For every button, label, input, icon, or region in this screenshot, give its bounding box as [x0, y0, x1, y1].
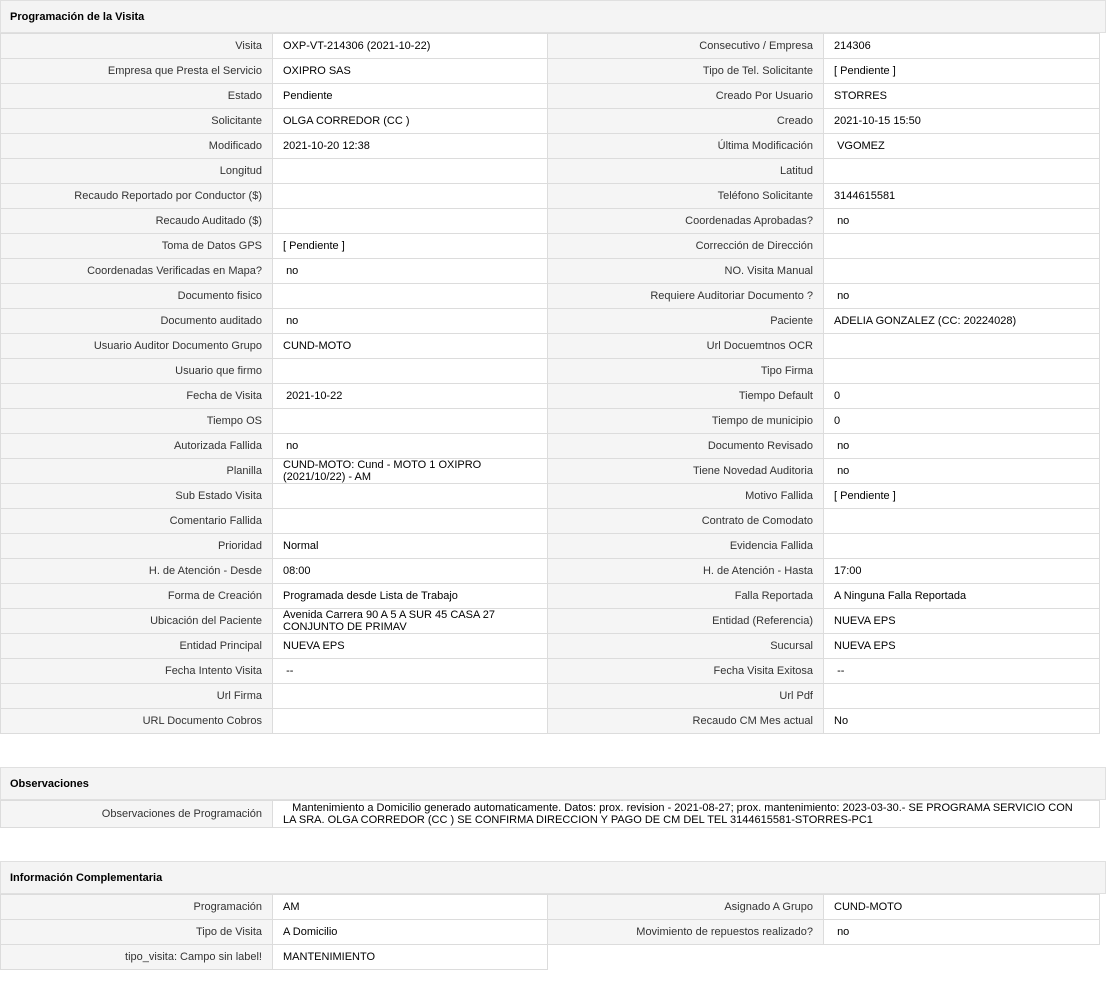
field-label: Latitud [548, 159, 824, 184]
field-label: Asignado A Grupo [548, 895, 824, 920]
field-label: Tiene Novedad Auditoria [548, 459, 824, 484]
section-title-observaciones: Observaciones [10, 777, 89, 790]
field-value: 2021-10-20 12:38 [273, 134, 548, 159]
table-row [1, 184, 1100, 209]
field-value [273, 284, 548, 309]
field-value: Mantenimiento a Domicilio generado automaticamente. Datos: prox. revision - 2021-08-27; prox. mantenimiento: 2023-03-30.- SE PROGRAMA SERVICIO CON LA SRA. OLGA CORREDOR (CC ) SE CONFIRMA DIRECCION Y PAGO DE CM DEL TEL 3144615581-STORRES-PC1 [273, 801, 1100, 828]
table-row [1, 234, 1100, 259]
table-row [1, 384, 1100, 409]
field-label: Fecha Visita Exitosa [548, 659, 824, 684]
field-value: -- [824, 659, 1100, 684]
field-label: Observaciones de Programación [1, 801, 273, 828]
field-label: Forma de Creación [1, 584, 273, 609]
field-label: Entidad Principal [1, 634, 273, 659]
table-row [1, 659, 1100, 684]
programacion-table [0, 33, 1100, 734]
field-label: Fecha Intento Visita [1, 659, 273, 684]
field-value: 2021-10-22 [273, 384, 548, 409]
field-label: Coordenadas Aprobadas? [548, 209, 824, 234]
field-label: Corrección de Dirección [548, 234, 824, 259]
field-label: tipo_visita: Campo sin label! [1, 945, 273, 970]
table-row [1, 209, 1100, 234]
table-row [1, 534, 1100, 559]
field-label: Paciente [548, 309, 824, 334]
table-row [1, 609, 1100, 634]
table-row [1, 895, 1100, 920]
field-value: no [273, 309, 548, 334]
field-value [273, 509, 548, 534]
field-value: no [273, 434, 548, 459]
field-value: Normal [273, 534, 548, 559]
field-value: no [824, 284, 1100, 309]
field-value: 0 [824, 409, 1100, 434]
field-value: OXIPRO SAS [273, 59, 548, 84]
field-label: Tiempo Default [548, 384, 824, 409]
field-label: URL Documento Cobros [1, 709, 273, 734]
field-value [824, 534, 1100, 559]
table-row [1, 920, 1100, 945]
table-row [1, 801, 1100, 828]
field-label: NO. Visita Manual [548, 259, 824, 284]
field-value: CUND-MOTO [824, 895, 1100, 920]
field-value: [ Pendiente ] [824, 484, 1100, 509]
field-value: Avenida Carrera 90 A 5 A SUR 45 CASA 27 CONJUNTO DE PRIMAV [273, 609, 548, 634]
field-label: Estado [1, 84, 273, 109]
field-label: Fecha de Visita [1, 384, 273, 409]
field-label: Creado [548, 109, 824, 134]
section-title-complementaria: Información Complementaria [10, 871, 163, 884]
field-value: A Domicilio [273, 920, 548, 945]
field-label: Ubicación del Paciente [1, 609, 273, 634]
field-value: 3144615581 [824, 184, 1100, 209]
field-value: 17:00 [824, 559, 1100, 584]
section-header-observaciones [0, 767, 1106, 800]
empty-cell [824, 945, 1100, 970]
field-label: Contrato de Comodato [548, 509, 824, 534]
field-label: Longitud [1, 159, 273, 184]
field-label: Tipo de Visita [1, 920, 273, 945]
empty-cell [548, 945, 824, 970]
field-value [273, 359, 548, 384]
table-row [1, 709, 1100, 734]
table-row [1, 584, 1100, 609]
field-value: no [824, 459, 1100, 484]
field-label: Visita [1, 34, 273, 59]
field-label: Requiere Auditoriar Documento ? [548, 284, 824, 309]
field-value [273, 484, 548, 509]
field-value: 214306 [824, 34, 1100, 59]
field-value: STORRES [824, 84, 1100, 109]
table-row [1, 59, 1100, 84]
field-value: A Ninguna Falla Reportada [824, 584, 1100, 609]
field-value [824, 259, 1100, 284]
field-value: NUEVA EPS [824, 609, 1100, 634]
table-row [1, 284, 1100, 309]
field-value [273, 409, 548, 434]
field-label: Documento Revisado [548, 434, 824, 459]
field-label: Consecutivo / Empresa [548, 34, 824, 59]
field-label: Toma de Datos GPS [1, 234, 273, 259]
table-row [1, 434, 1100, 459]
table-row [1, 409, 1100, 434]
field-label: Documento fisico [1, 284, 273, 309]
field-label: Documento auditado [1, 309, 273, 334]
field-label: Entidad (Referencia) [548, 609, 824, 634]
field-label: Solicitante [1, 109, 273, 134]
field-label: Movimiento de repuestos realizado? [548, 920, 824, 945]
section-header-complementaria [0, 861, 1106, 894]
field-label: Última Modificación [548, 134, 824, 159]
field-value: -- [273, 659, 548, 684]
field-value: 08:00 [273, 559, 548, 584]
field-label: Usuario que firmo [1, 359, 273, 384]
field-label: H. de Atención - Hasta [548, 559, 824, 584]
field-value: no [824, 209, 1100, 234]
field-value: 2021-10-15 15:50 [824, 109, 1100, 134]
field-value: Pendiente [273, 84, 548, 109]
field-label: Coordenadas Verificadas en Mapa? [1, 259, 273, 284]
field-label: Tiempo de municipio [548, 409, 824, 434]
field-label: Tipo Firma [548, 359, 824, 384]
field-label: Evidencia Fallida [548, 534, 824, 559]
table-row [1, 509, 1100, 534]
field-value: Programada desde Lista de Trabajo [273, 584, 548, 609]
field-value [273, 184, 548, 209]
field-value: no [273, 259, 548, 284]
field-label: Tipo de Tel. Solicitante [548, 59, 824, 84]
table-row [1, 334, 1100, 359]
field-label: Recaudo Auditado ($) [1, 209, 273, 234]
field-value: [ Pendiente ] [273, 234, 548, 259]
field-label: Url Pdf [548, 684, 824, 709]
field-label: Recaudo CM Mes actual [548, 709, 824, 734]
table-row [1, 484, 1100, 509]
table-row [1, 159, 1100, 184]
table-row [1, 134, 1100, 159]
field-value: AM [273, 895, 548, 920]
field-value [824, 509, 1100, 534]
field-label: Falla Reportada [548, 584, 824, 609]
field-label: Planilla [1, 459, 273, 484]
field-value [273, 209, 548, 234]
field-value: ADELIA GONZALEZ (CC: 20224028) [824, 309, 1100, 334]
field-value: VGOMEZ [824, 134, 1100, 159]
field-label: Prioridad [1, 534, 273, 559]
table-row [1, 945, 1100, 970]
field-label: Comentario Fallida [1, 509, 273, 534]
observaciones-table [0, 800, 1100, 828]
field-value [824, 159, 1100, 184]
field-label: H. de Atención - Desde [1, 559, 273, 584]
field-value [824, 234, 1100, 259]
field-value: CUND-MOTO: Cund - MOTO 1 OXIPRO (2021/10/22) - AM [273, 459, 548, 484]
field-value: No [824, 709, 1100, 734]
field-value: NUEVA EPS [824, 634, 1100, 659]
field-label: Creado Por Usuario [548, 84, 824, 109]
field-value: OXP-VT-214306 (2021-10-22) [273, 34, 548, 59]
field-label: Recaudo Reportado por Conductor ($) [1, 184, 273, 209]
table-row [1, 84, 1100, 109]
field-label: Programación [1, 895, 273, 920]
section-header-programacion [0, 0, 1106, 33]
field-value [273, 684, 548, 709]
field-label: Usuario Auditor Documento Grupo [1, 334, 273, 359]
table-row [1, 309, 1100, 334]
field-value [273, 709, 548, 734]
field-label: Autorizada Fallida [1, 434, 273, 459]
table-row [1, 359, 1100, 384]
field-label: Empresa que Presta el Servicio [1, 59, 273, 84]
table-row [1, 559, 1100, 584]
table-row [1, 34, 1100, 59]
field-value [273, 159, 548, 184]
field-value [824, 359, 1100, 384]
field-label: Url Firma [1, 684, 273, 709]
field-label: Sub Estado Visita [1, 484, 273, 509]
table-row [1, 259, 1100, 284]
field-value: MANTENIMIENTO [273, 945, 548, 970]
field-value: no [824, 920, 1100, 945]
complementaria-table [0, 894, 1100, 970]
section-title-programacion: Programación de la Visita [10, 10, 145, 23]
field-value [824, 334, 1100, 359]
field-value: no [824, 434, 1100, 459]
field-label: Sucursal [548, 634, 824, 659]
table-row [1, 109, 1100, 134]
field-label: Url Docuemtnos OCR [548, 334, 824, 359]
field-label: Modificado [1, 134, 273, 159]
field-label: Motivo Fallida [548, 484, 824, 509]
field-value [824, 684, 1100, 709]
field-label: Teléfono Solicitante [548, 184, 824, 209]
field-value: CUND-MOTO [273, 334, 548, 359]
table-row [1, 634, 1100, 659]
field-value: [ Pendiente ] [824, 59, 1100, 84]
field-value: OLGA CORREDOR (CC ) [273, 109, 548, 134]
table-row [1, 684, 1100, 709]
field-value: NUEVA EPS [273, 634, 548, 659]
table-row [1, 459, 1100, 484]
field-value: 0 [824, 384, 1100, 409]
field-label: Tiempo OS [1, 409, 273, 434]
